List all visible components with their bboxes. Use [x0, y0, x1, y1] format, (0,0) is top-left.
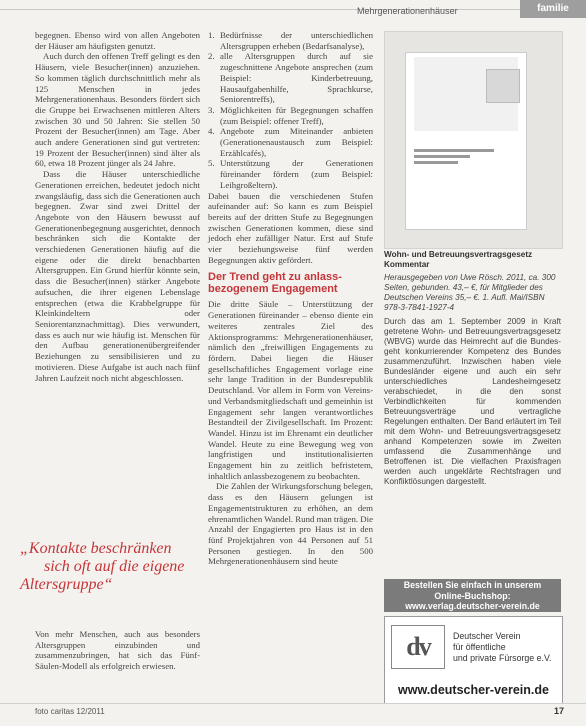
pull-quote — [20, 540, 200, 594]
list-item: 3. Möglichkeiten für Begegnungen schaffen (zum Beispiel: offener Treff), — [208, 104, 373, 126]
paragraph: Auch durch den offenen Treff gelingt es den Häusern, viele Besucher(innen) anzuziehen. So kommen täglich durchschnittlich mehr als 125 Menschen in jedes Mehrgenerationenhaus. Besonders fördert sich die Gruppe bei Erwachsenen mittleren Alters zwischen 30 und 50 Jahren: Sie stellen 50 Prozent der Besucher(innen) am Tage. Aber auch andere Generationen sind gut vertreten: 19 Prozent der Besucher(innen) sind älter als 60, etwa 18 Prozent jünger als 24 Jahre. — [35, 51, 200, 169]
order-link[interactable]: www.verlag.deutscher-verein.de — [405, 601, 540, 611]
book-sidebar — [384, 250, 561, 487]
paragraph: begegnen. Ebenso wird von allen Angeboten der Häuser am häufigsten genutzt. — [35, 30, 200, 51]
footer-label: foto caritas 12/2011 — [35, 707, 105, 716]
book-title: Wohn- und Betreuungsvertragsgesetz Kommentar — [384, 250, 533, 269]
paragraph: Dass die Häuser unterschiedliche Generationen erreichen, bedeutet jedoch nicht zwangsläufig, dass sich die Generationen auch begegnen. Zwar sind zwei Drittel der Angebote von den Häusern bewusst auf Generationenbegegnung ausgerichtet, dennoch beschränken sich die Kontakte der verschiedenen Generationen häufig auf die eigene oder die direkt benachbarten Altersgruppen. Ein Grund hierfür könnte sein, dass die Besucher(innen) stärker Angebote aufsuchen, die ihrer eigenen Lebenslage entsprechen (etwa die Krabbelgruppe für Kleinkindeltern oder Seniorentanznachmittag). Dies verwundert, dass es auch nur wie häufig ist. Menschen für den Aufbau generationenübergreifender Beziehungen zu sensibilisieren und zu motivieren. Diese Aufgabe ist auch nach fünf Jahren Laufzeit noch nicht abgeschlossen. — [35, 169, 200, 383]
page-number: 17 — [554, 706, 565, 716]
footer-rule — [0, 703, 586, 704]
paragraph: Von mehr Menschen, auch aus besonders Altersgruppen einzubinden und zusammenzubringen, hat sich das Fünf-Säulen-Modell als erfolgreich erwiesen. — [35, 629, 200, 672]
publisher-url[interactable]: www.deutscher-verein.de — [398, 683, 549, 697]
book-cover — [405, 52, 527, 230]
quote-line: sich oft auf die eigene — [44, 558, 185, 575]
order-box[interactable]: Bestellen Sie einfach in unserem Online-Buchshop: www.verlag.deutscher-verein.de — [384, 579, 561, 612]
quote-line: Altersgruppe“ — [20, 576, 113, 593]
book-image — [384, 31, 563, 249]
dv-logo-icon: dv — [391, 625, 445, 669]
book-meta: Herausgegeben von Uwe Rösch. 2011, ca. 300 Seiten, gebunden. 43,– €, für Mitglieder des Deutschen Vereins 35,– €. 1. Aufl. Mai/ISBN 978-3-7841-1927-4 — [384, 273, 556, 312]
paragraph: Die Zahlen der Wirkungsforschung belegen, dass es den Häusern gelungen ist Engagementstrukturen zu erhöhen, an dem ehrenamtlichen Wandel. Rund man trägen. Die Anzahl der Engagierten pro Haus ist in den fünf Projektjahren von 44 Personen auf 51 Personen gestiegen. In den 500 Mehrgenerationenhäusern sind heute — [208, 481, 373, 567]
column-middle — [208, 30, 373, 567]
quote-line: „Kontakte beschränken — [20, 540, 172, 557]
section-tab: familie — [520, 0, 586, 18]
list-item: 1. Bedürfnisse der unterschiedlichen Altersgruppen erheben (Bedarfsanalyse), — [208, 30, 373, 51]
paragraph: Die dritte Säule – Unterstützung der Generationen füreinander – ebenso diente ein weiteres zentrales Ziel des Aktionsprogramms: Mehrgenerationenhäuser, nämlich den „freiwilligen Engagements zu fördern. Dabei liegen die Häuser gesellschaftliches Engagement vorlage eine sehr lange Tradition in der Bundesrepublik Deutschland. Vor allem in Form von Vereins- und Verbandsmitgliedschaft und gemeinhin ist Engagement sehr langen verantwortliches Bestandteil der Zivilgesellschaft. Im Prozent: Wandel. Hinzu ist im Ehrenamt ein deutlicher Wandel. Heute zu eine Bewegung weg von langfristigen und institutionalisierten Engagement hin zu zeitlich befristetem, inhaltlich anlassbezogenem zu beobachten. — [208, 299, 373, 481]
column-left-bottom — [35, 629, 200, 672]
subheading: Der Trend geht zu anlass- bezogenem Engagement — [208, 271, 342, 296]
list-item: 5. Unterstützung der Generationen füreinander fördern (zum Beispiel: Leihgroßeltern). — [208, 158, 373, 190]
section-label: Mehrgenerationenhäuser — [357, 6, 458, 16]
header-rule — [0, 9, 586, 10]
list-item: 2. alle Altersgruppen durch auf sie zugeschnittene Angebote ansprechen (zum Beispiel: Kinderbetreuung, Hausaufgabenhilfe, Sprachkurse, Seniorentreffs), — [208, 51, 373, 105]
publisher-name: Deutscher Verein für öffentliche und private Fürsorge e.V. — [453, 631, 552, 663]
paragraph: Dabei bauen die verschiedenen Stufen aufeinander auf: So kann es zum Beispiel bereits auf der dritten Stufe zu Begegnungen zwischen Generationen kommen, diese sind jedoch eher zufälliger Natur. Erst auf Stufe vier beziehungsweise fünf werden Begegnungen aktiv gefördert. — [208, 190, 373, 265]
book-description: Durch das am 1. September 2009 in Kraft getretene Wohn- und Betreuungsvertragsgesetz (WBVG) wurde das Heimrecht auf die Bundes- geht konkurrierender Kompetenz des Bundes zusammenzuführt. Inzwischen haben viele Bundesländer eigene und auch ein sehr unterschiedliches Landesheimgesetz verabschiedet, in die den sonst Verbindlichkeiten für kommenden Betreuungsverträge und vertragliche Regelungen enthalten. Der Band erläutert im Teil mit dem Wohn- und Betreuungsvertragsgesetz anhand Kompetenzen sowie im Zweiten umfassend die Zusammenhänge und Betroffenen ist. Die vielfachen Praxisfragen werden auch ungeklärte Rechtsfragen und Konfliktlösungen dargestellt. — [384, 317, 561, 486]
publisher-box — [384, 616, 563, 704]
column-left — [35, 30, 200, 383]
pillar-list — [208, 30, 373, 191]
list-item: 4. Angebote zum Miteinander anbieten (Generationenaustausch zum Beispiel: Erzählcafés), — [208, 126, 373, 158]
